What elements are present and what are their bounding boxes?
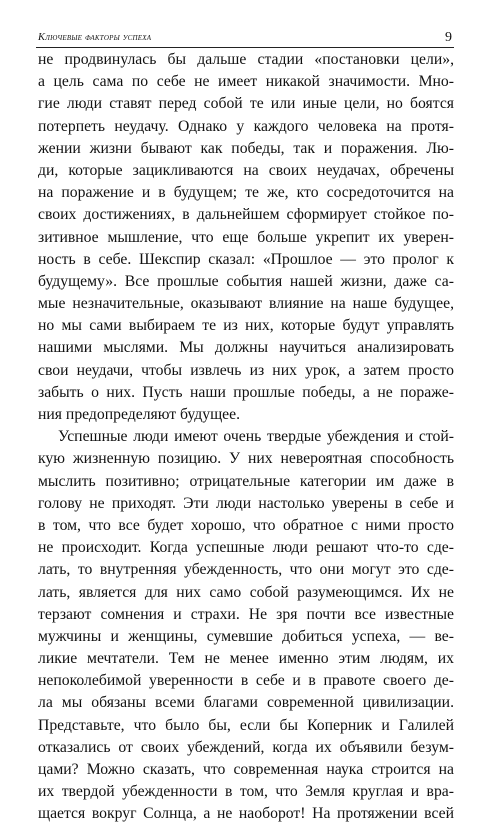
text-line: отказались от своих убеждений, когда их объявили безум- <box>38 738 454 756</box>
text-line: будущему». Все прошлые события нашей жизни, даже са- <box>38 272 454 290</box>
text-line: но мы сами выбираем те из них, которые будут управлять <box>38 317 454 335</box>
text-line: не происходит. Когда успешные люди решают что-то сде- <box>38 539 454 557</box>
text-line: забыть о них. Пусть наши прошлые победы, а не пораже- <box>38 383 454 401</box>
text-line: терзают сомнения и страхи. Не зря почти все известные <box>38 605 454 623</box>
text-line: щается вокруг Солнца, а не наоборот! На протяжении всей <box>38 805 454 823</box>
text-line: зитивное мышление, что еще больше укрепит их уверен- <box>38 228 454 246</box>
text-line: ди, которые зацикливаются на своих неудачах, обречены <box>38 161 454 179</box>
text-line: своих достижениях, в дальнейшем сформирует стойкое по- <box>38 206 454 224</box>
text-line: цами? Можно сказать, что современная наука строится на <box>38 761 454 778</box>
page-number: 9 <box>445 30 452 45</box>
text-line: гие люди ставят перед собой те или иные цели, но боятся <box>38 95 454 113</box>
text-line: лать, является для них само собой разумеющимся. Их не <box>38 583 454 601</box>
text-line: ность в себе. Шекспир сказал: «Прошлое — это пролог к <box>38 250 454 268</box>
section-title: Ключевые факторы успеха <box>38 32 152 43</box>
text-line: мыслить позитивно; отрицательные категории им даже в <box>38 472 454 490</box>
text-line: их твердой убежденности в том, что Земля круглая и вра- <box>38 783 454 801</box>
text-line: лать, то внутренняя убежденность, что они могут это сде- <box>38 561 454 579</box>
text-line: ла мы обязаны всеми благами современной цивилизации. <box>38 694 454 712</box>
text-line: потерпеть неудачу. Однако у каждого человека на протя- <box>38 117 454 135</box>
text-line: а цель сама по себе не имеет никакой значимости. Мно- <box>38 73 454 91</box>
text-line: нашими мыслями. Мы должны научиться анализировать <box>38 339 454 357</box>
body-text <box>38 49 454 826</box>
text-line: Представьте, что было бы, если бы Коперник и Галилей <box>38 716 454 734</box>
text-line: на поражение и в будущем; те же, кто сосредоточится на <box>38 184 454 202</box>
text-line: жении жизни бывают как победы, так и поражения. Лю- <box>38 139 454 157</box>
paragraph-first-line: Успешные люди имеют очень твердые убеждения и стой- <box>58 428 454 446</box>
text-line: в том, что все будет хорошо, что обратное с ними просто <box>38 516 454 534</box>
text-line: непоколебимой уверенности в себе и в правоте своего де- <box>38 672 454 690</box>
text-line: голову не приходят. Эти люди настолько уверены в себе и <box>38 494 454 512</box>
text-line: ликие мечтатели. Тем не менее именно этим людям, их <box>38 650 454 668</box>
running-head <box>36 30 454 48</box>
text-line: не продвинулась бы дальше стадии «постановки цели», <box>38 51 454 68</box>
text-line: свои неудачи, чтобы извлечь из них урок, а затем просто <box>38 361 454 379</box>
header-rule <box>36 47 454 48</box>
text-line: ния предопределяют будущее. <box>38 406 241 423</box>
text-line: мые незначительные, оказывают влияние на наше будущее, <box>38 295 454 313</box>
text-line: кую жизненную позицию. У них невероятная способность <box>38 450 454 468</box>
text-line: мужчины и женщины, сумевшие добиться успеха, — ве- <box>38 627 454 645</box>
